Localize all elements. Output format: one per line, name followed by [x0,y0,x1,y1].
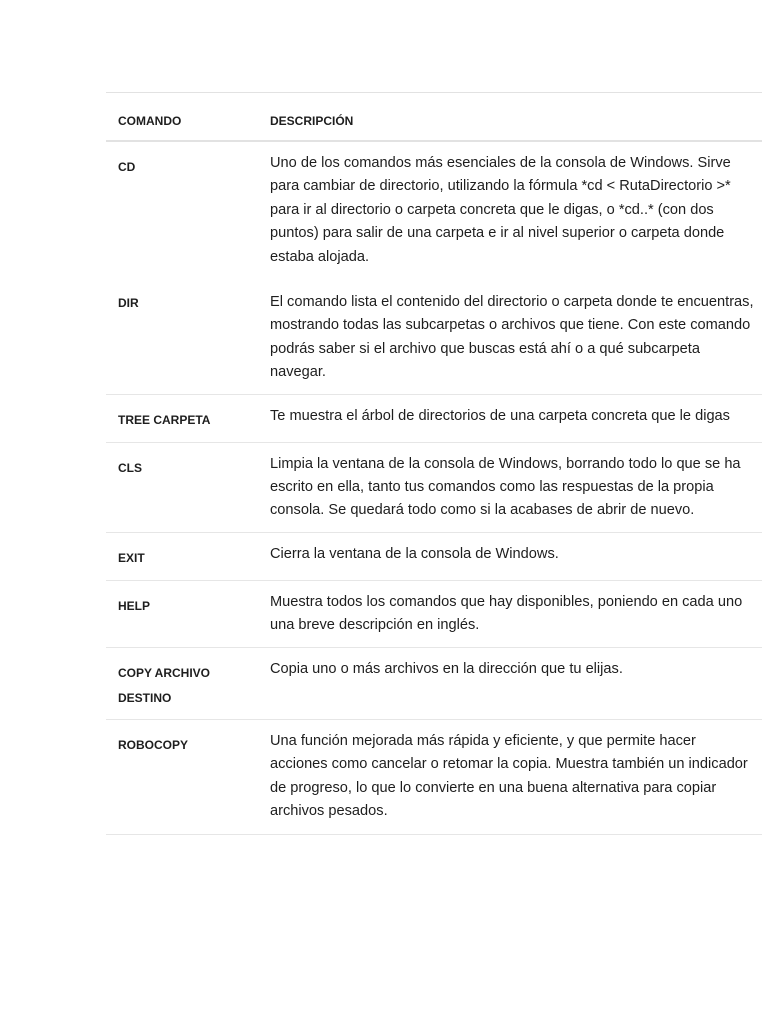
description-cell: Muestra todos los comandos que hay disponibles, poniendo en cada uno una breve descripción en inglés. [258,580,762,647]
table-row [106,281,762,394]
table-row [106,141,762,281]
command-cell: ROBOCOPY [106,719,258,835]
header-row [106,93,762,142]
command-cell: COPY ARCHIVO DESTINO [106,647,258,719]
description-cell: Uno de los comandos más esenciales de la consola de Windows. Sirve para cambiar de directorio, utilizando la fórmula *cd < RutaDirectorio >* para ir al directorio o carpeta concreta que le digas, o *cd..* (con dos puntos) para salir de una carpeta e ir al nivel superior o carpeta donde estaba alojada. [270,155,731,265]
table-row [106,719,762,835]
description-cell: Una función mejorada más rápida y eficiente, y que permite hacer acciones como cancelar o retomar la copia. Muestra también un indicador de progreso, lo que lo convierte en una buena alternativa para copiar archivos pesados. [258,719,762,835]
table-row [106,532,762,580]
description-cell: El comando lista el contenido del directorio o carpeta donde te encuentras, mostrando todas las subcarpetas o archivos que tiene. Con este comando podrás saber si el archivo que buscas está ahí o a qué subcarpeta navegar. [258,281,762,394]
table-row [106,580,762,647]
command-cell: HELP [106,580,258,647]
description-cell: Te muestra el árbol de directorios de una carpeta concreta que le digas [258,394,762,442]
table-row [106,647,762,719]
command-cell: TREE CARPETA [106,394,258,442]
table-row [106,442,762,532]
description-cell: Copia uno o más archivos en la dirección que tu elijas. [258,647,762,719]
description-cell: Cierra la ventana de la consola de Windows. [258,532,762,580]
command-cell: CD [118,160,136,174]
table-body [106,141,762,835]
table-row [106,394,762,442]
commands-table [106,92,762,835]
table-header [106,93,762,142]
header-command: COMANDO [106,93,258,142]
header-description: DESCRIPCIÓN [258,93,762,142]
command-cell: DIR [106,281,258,394]
command-cell: EXIT [106,532,258,580]
command-cell: CLS [106,442,258,532]
description-cell: Limpia la ventana de la consola de Windows, borrando todo lo que se ha escrito en ella, tanto tus comandos como las respuestas de la propia consola. Se quedará todo como si la acabases de abrir de nuevo. [258,442,762,532]
